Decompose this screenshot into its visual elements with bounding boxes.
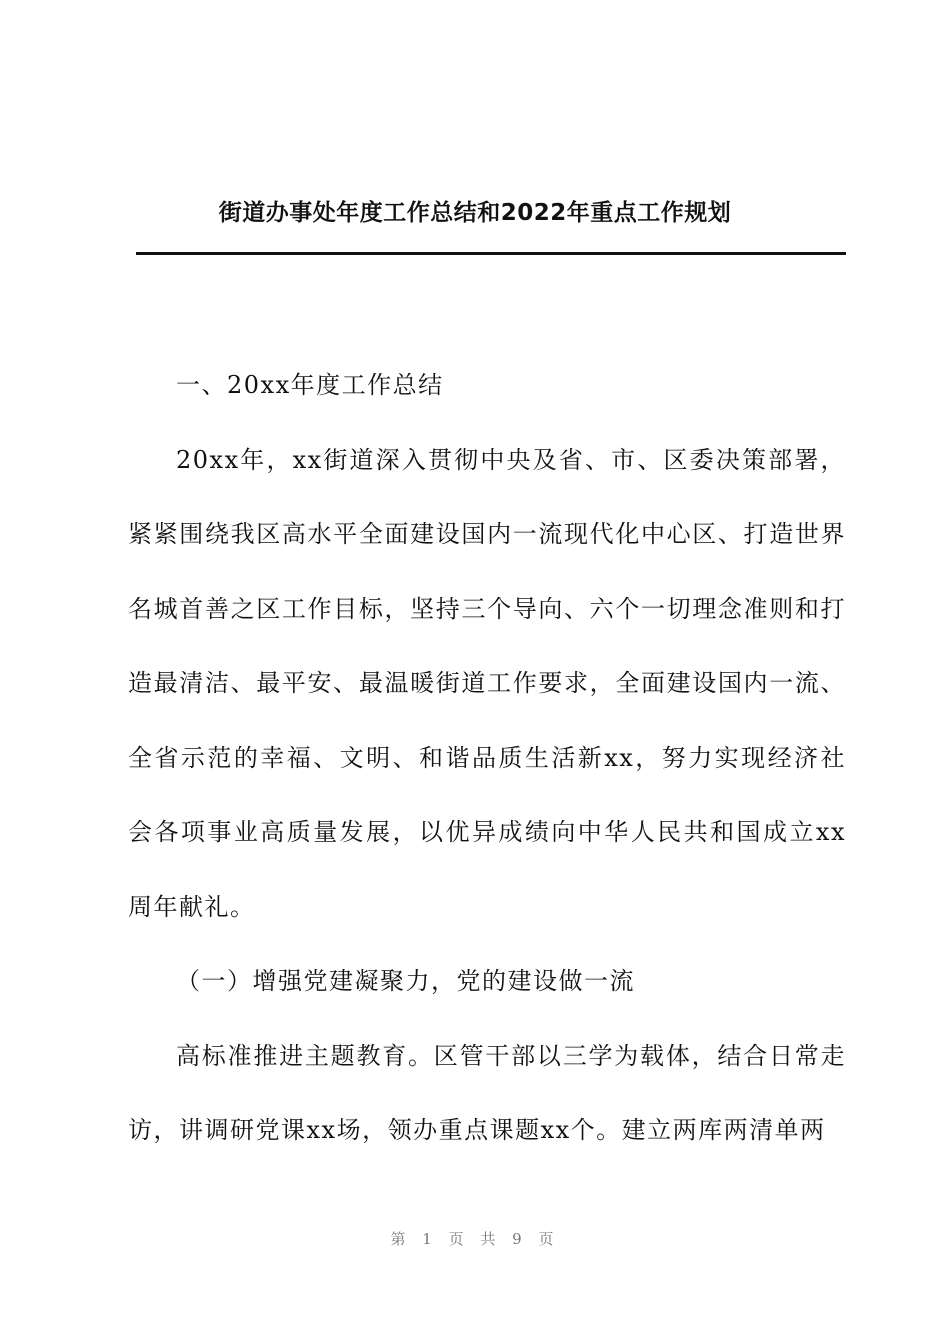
body-paragraph: 高标准推进主题教育。区管干部以三学为载体，结合日常走访，讲调研党课xx场，领办重点课题xx个。建立两库两清单两: [128, 1041, 846, 1144]
document-title: 街道办事处年度工作总结和2022年重点工作规划: [218, 200, 732, 226]
section-heading: 一、20xx年度工作总结: [176, 371, 444, 399]
page-footer: 第 1 页 共 9 页: [390, 1230, 560, 1248]
title-underline: [136, 252, 846, 255]
subsection-heading: （一）增强党建凝聚力，党的建设做一流: [176, 967, 635, 995]
document-body: [128, 348, 846, 1168]
body-paragraph: 20xx年，xx街道深入贯彻中央及省、市、区委决策部署，紧紧围绕我区高水平全面建设国内一流现代化中心区、打造世界名城首善之区工作目标，坚持三个导向、六个一切理念准则和打造最清洁、最平安、最温暖街道工作要求，全面建设国内一流、全省示范的幸福、文明、和谐品质生活新xx，努力实现经济社会各项事业高质量发展，以优异成绩向中华人民共和国成立xx周年献礼。: [128, 445, 846, 921]
